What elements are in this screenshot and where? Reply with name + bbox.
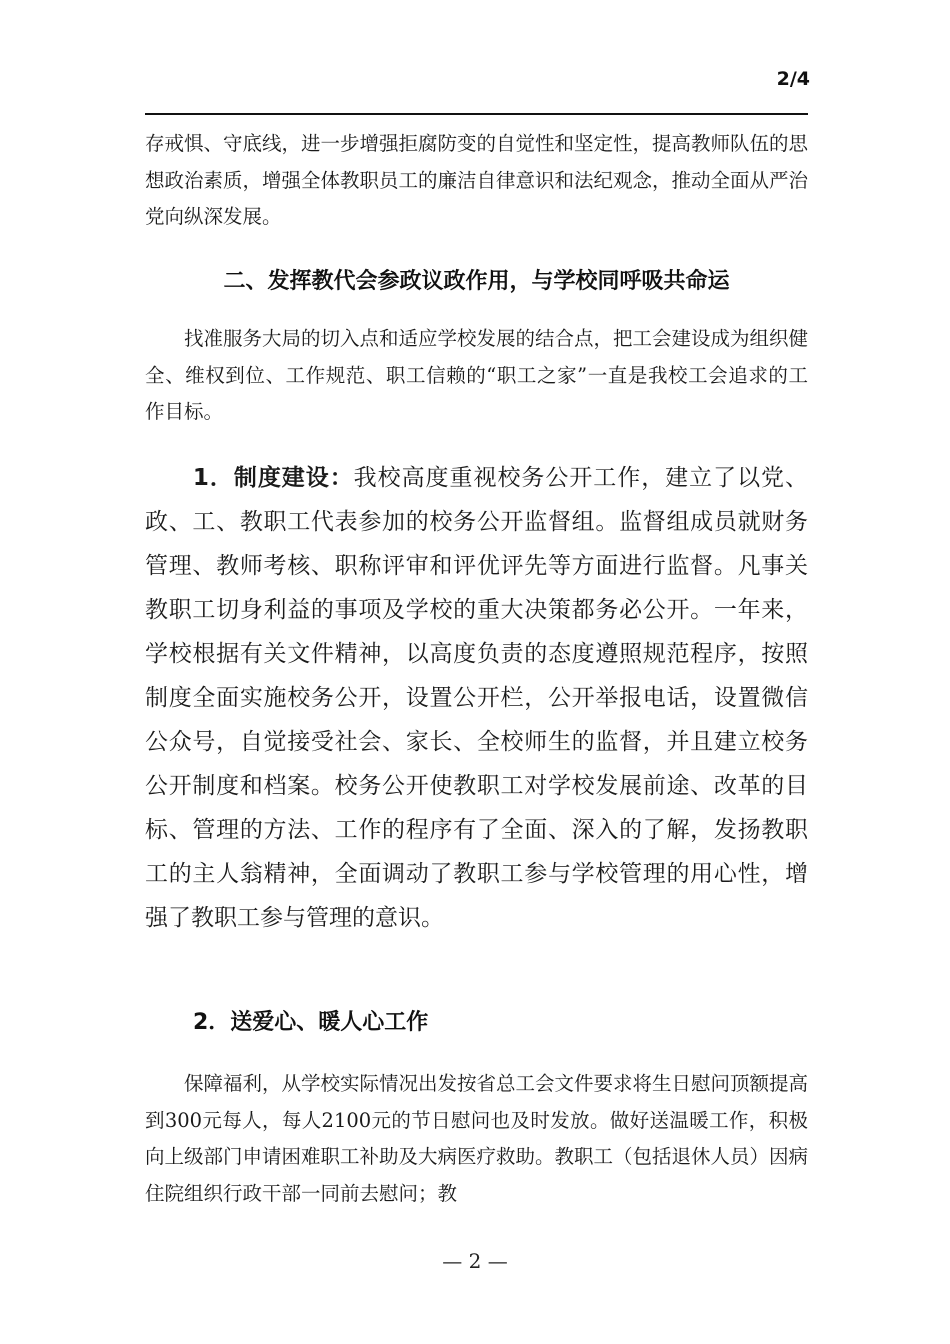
item1-lead: 1．制度建设： [145, 465, 354, 491]
item1-body: 我校高度重视校务公开工作，建立了以党、政、工、教职工代表参加的校务公开监督组。监督组成员就财务管理、教师考核、职称评审和评优评先等方面进行监督。凡事关教职工切身利益的事项及学校的重大决策都务必公开。一年来，学校根据有关文件精神，以高度负责的态度遵照规范程序，按照制度全面实施校务公开，设置公开栏，公开举报电话，设置微信公众号，自觉接受社会、家长、全校师生的监督，并且建立校务公开制度和档案。校务公开使教职工对学校发展前途、改革的目标、管理的方法、工作的程序有了全面、深入的了解，发扬教职工的主人翁精神，全面调动了教职工参与学校管理的用心性，增强了教职工参与管理的意识。 [145, 465, 808, 931]
page-number: — 2 — [442, 1249, 508, 1273]
paragraph-continuation: 存戒惧、守底线，进一步增强拒腐防变的自觉性和坚定性，提高教师队伍的思想政治素质，增强全体教职员工的廉洁自律意识和法纪观念，推动全面从严治党向纵深发展。 [145, 132, 809, 228]
page-counter: 2/4 [776, 68, 810, 90]
section-heading: 二、发挥教代会参政议政作用，与学校同呼吸共命运 [223, 269, 730, 294]
paragraph-system-building [145, 456, 808, 940]
paragraph-intro: 找准服务大局的切入点和适应学校发展的结合点，把工会建设成为组织健全、维权到位、工作规范、职工信赖的“职工之家”一直是我校工会追求的工作目标。 [145, 327, 809, 423]
paragraph-welfare: 保障福利，从学校实际情况出发按省总工会文件要求将生日慰问顶额提高到300元每人，每人2100元的节日慰问也及时发放。做好送温暖工作，积极向上级部门申请困难职工补助及大病医疗救助。教职工（包括退休人员）因病住院组织行政干部一同前去慰问；教 [145, 1072, 809, 1205]
subsection-heading: 2．送爱心、暖人心工作 [193, 1010, 429, 1035]
header-rule [145, 113, 808, 115]
